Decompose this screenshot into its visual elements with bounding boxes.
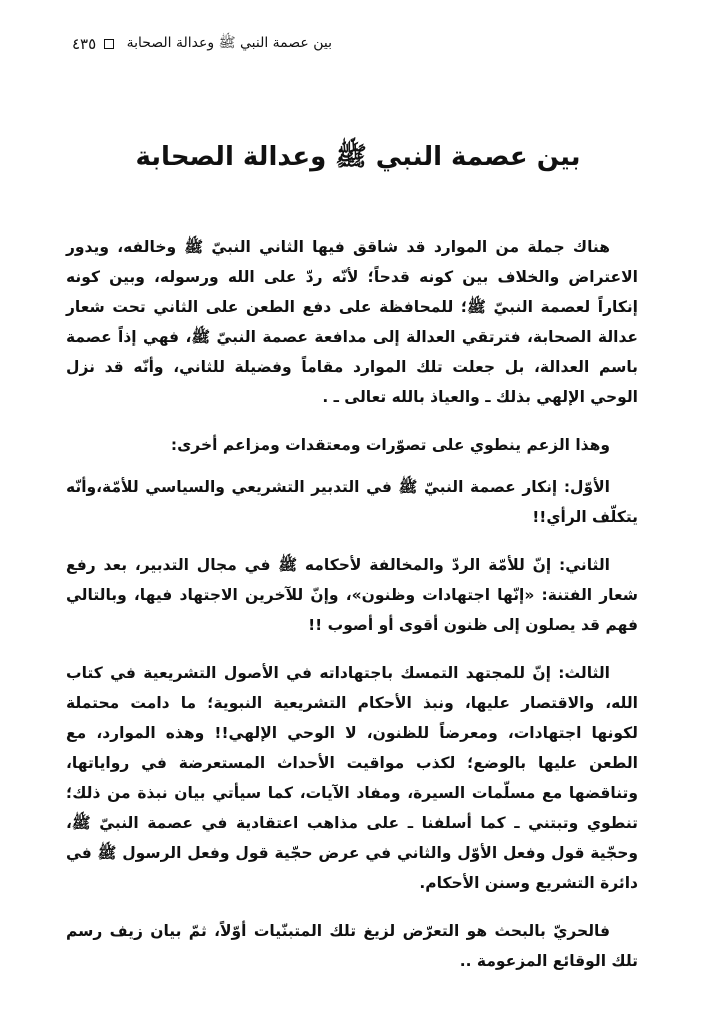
paragraph: الثالث: إنّ للمجتهد التمسك باجتهاداته في الأصول التشريعية في كتاب الله، والاقتصار عليها، ونبذ الأحكام التشريعية النبوية؛ ما دامت محتملة لكونها اجتهادات، ومعرضاً للظنون، لا الوحي الإلهي!! وهذه الموارد، مع الطعن عليها بالوضع؛ لكذب مواقيت الأحداث المستعرضة في رواياتها، وتناقضها مع مسلّمات السيرة، ومفاد الآيات، كما سيأتي بيان نبذة من ذلك؛ تنطوي وتبتني ـ كما أسلفنا ـ على مذاهب اعتقادية في عصمة النبيّ ﷺ، وحجّية قول وفعل الأوّل والثاني في عرض حجّية قول وفعل الرسول ﷺ في دائرة التشريع وسنن الأحكام. [66, 664, 638, 892]
chapter-title: بين عصمة النبي ﷺ وعدالة الصحابة [135, 142, 581, 172]
running-head-number-group [72, 35, 114, 53]
paragraph: فالحريّ بالبحث هو التعرّض لزيغ تلك المتبنّيات أوّلاً، ثمّ بيان زيف رسم تلك الوقائع المزعومة .. [66, 922, 638, 970]
paragraph: الثاني: إنّ للأمّة الردّ والمخالفة لأحكامه ﷺ في مجال التدبير، بعد رفع شعار الفتنة: «إنّها اجتهادات وظنون»، وإنّ للآخرين الاجتهاد فيها، وبالتالي فهم قد يصلون إلى ظنون أقوى أو أصوب !! [66, 556, 638, 634]
running-head-title: بين عصمة النبي ﷺ وعدالة الصحابة [126, 35, 332, 51]
paragraph: هناك جملة من الموارد قد شاقق فيها الثاني النبيّ ﷺ وخالفه، ويدور الاعتراض والخلاف بين كونه قدحاً؛ لأنّه ردّ على الله ورسوله، وبين كونه إنكاراً لعصمة النبيّ ﷺ؛ للمحافظة على دفع الطعن على الثاني تحت شعار عدالة الصحابة، فترتقي العدالة إلى مدافعة عصمة النبيّ ﷺ، فهي إذاً عصمة باسم العدالة، بل جعلت تلك الموارد مقاماً وفضيلة للثاني، وأنّه قد نزل الوحي الإلهي بذلك ـ والعياذ بالله تعالى ـ . [66, 238, 638, 406]
paragraph: وهذا الزعم ينطوي على تصوّرات ومعتقدات ومزاعم أخرى: [170, 436, 610, 454]
paragraph: الأوّل: إنكار عصمة النبيّ ﷺ في التدبير التشريعي والسياسي للأمّة،وأنّه يتكلّف الرأي!! [66, 478, 638, 526]
running-head-title-group [127, 34, 332, 54]
running-head [72, 32, 332, 56]
body-text [66, 232, 638, 994]
page-number: ٤٣٥ [72, 35, 97, 53]
square-ornament-icon [104, 39, 114, 49]
